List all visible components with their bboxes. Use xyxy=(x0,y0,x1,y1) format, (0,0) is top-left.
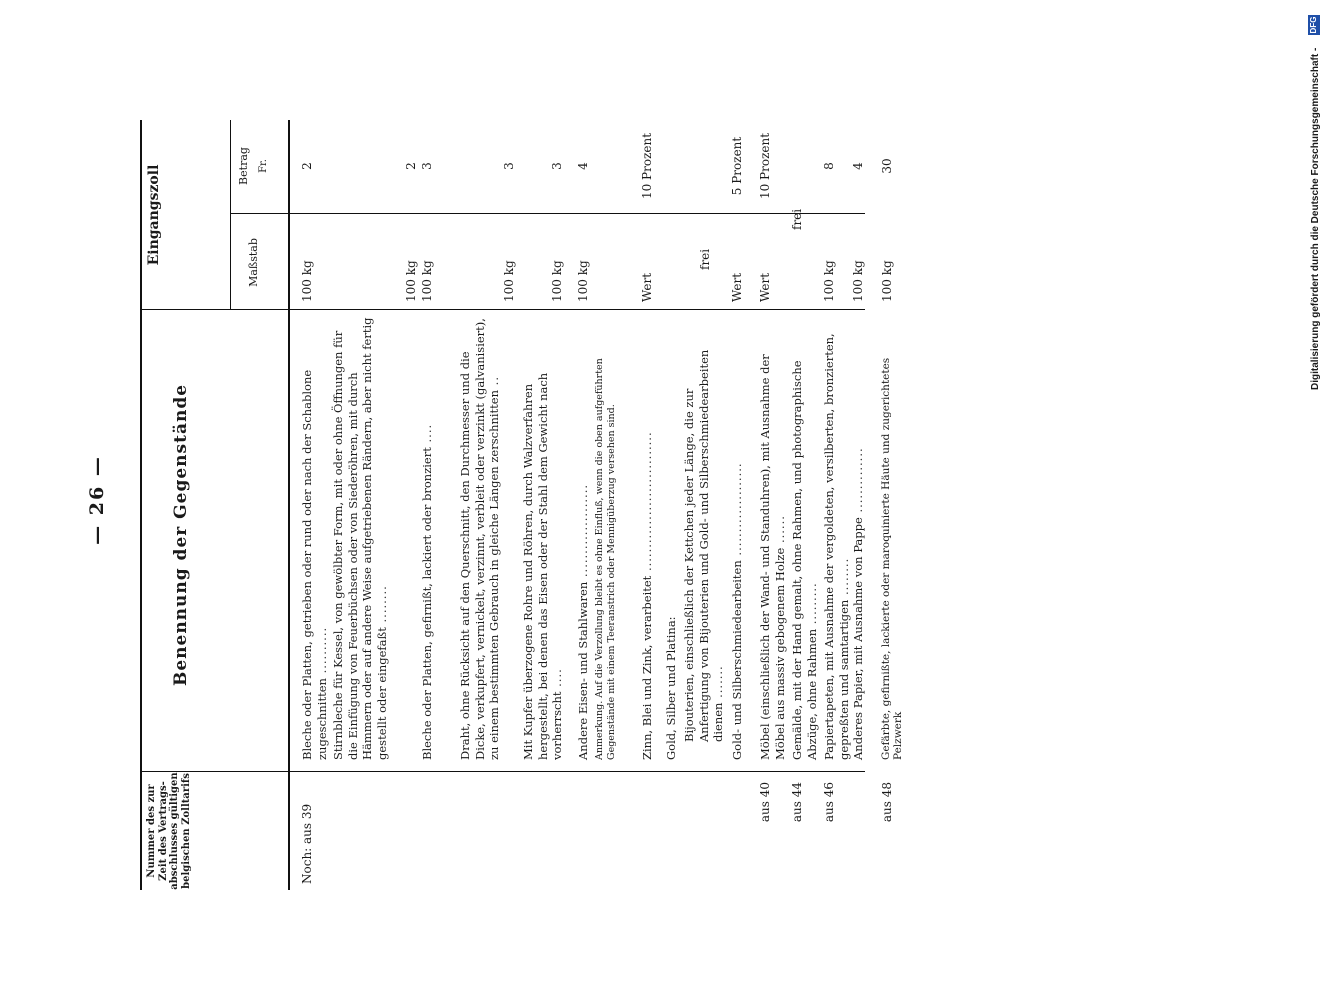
row-number: aus 48 xyxy=(880,782,894,823)
row-mass: Wert xyxy=(730,272,744,302)
row-text: Papiertapeten, mit Ausnahme der vergoldeten, versilberten, bronzierten, gepreßten und samtartigen ........ xyxy=(822,333,851,760)
row-text: Mit Kupfer überzogene Rohre und Röhren, durch Walzverfahren hergestellt, bei denen das Eisen oder der Stahl dem Gewicht nach vorherrscht .... xyxy=(521,372,564,760)
row-text: Gold, Silber und Platina: xyxy=(664,616,678,760)
row-frei: frei xyxy=(790,208,804,230)
row-betrag: 8 xyxy=(822,162,836,170)
row-mass: 100 kg xyxy=(822,260,836,302)
row-betrag: 5 Prozent xyxy=(730,136,744,196)
row-text: Bleche oder Platten, getrieben oder rund oder nach der Schablone zugeschnitten .......... xyxy=(300,369,329,760)
row-betrag: 2 xyxy=(300,162,314,170)
row-betrag: 3 xyxy=(502,162,516,170)
page-number: — 26 — xyxy=(86,455,108,545)
row-mass: 100 kg xyxy=(404,260,418,302)
header-currency: Fr. xyxy=(258,159,269,173)
row-betrag: 3 xyxy=(420,162,434,170)
row-text: Zinn, Blei und Zink, verarbeitet .............................. xyxy=(640,431,654,760)
row-text: Gemälde, mit der Hand gemalt, ohne Rahmen, und photographische Abzüge, ohne Rahmen ......... xyxy=(790,360,819,760)
digitization-credit xyxy=(1304,0,1324,1000)
header-betrag: Betrag xyxy=(237,147,250,185)
row-text: Draht, ohne Rücksicht auf den Querschnitt, den Durchmesser und die Dicke, verkupfert, vernickelt, verzinnt, verbleit oder verzinkt (galvanisiert), zu einem bestimmten Gebrauch in gleiche Längen zerschnitten .. xyxy=(458,318,501,760)
row-text: Anderes Papier, mit Ausnahme von Pappe .............. xyxy=(851,447,865,760)
row-betrag: 4 xyxy=(851,162,865,170)
row-text: Möbel (einschließlich der Wand- und Standuhren), mit Ausnahme der Möbel aus massiv gebogenem Holze ...... xyxy=(758,354,787,760)
dfg-logo: DFG xyxy=(1309,16,1318,34)
row-betrag: 10 Prozent xyxy=(640,132,654,200)
row-number: aus 40 xyxy=(758,782,772,823)
row-number: Noch: aus 39 xyxy=(300,803,314,884)
row-text: Bijouterien, einschließlich der Kettchen jeder Länge, die zur Anfertigung von Bijouterien und Gold- und Silberschmiedearbeiten dienen ....... xyxy=(682,349,725,742)
credit-text: Digitalisierung gefördert durch die Deutsche Forschungsgemeinschaft - xyxy=(1310,47,1321,390)
row-betrag: 10 Prozent xyxy=(758,132,772,200)
row-text: Gefärbte, gefirnißte, lackierte oder maroquinierte Häute und zugerichtetes Pelzwerk xyxy=(880,357,904,760)
row-betrag: 30 xyxy=(880,158,894,174)
row-text: Gold- und Silberschmiedearbeiten .................... xyxy=(730,462,744,760)
row-mass: 100 kg xyxy=(502,260,516,302)
row-frei: frei xyxy=(698,248,712,270)
row-text: Bleche oder Platten, gefirnißt, lackiert oder bronziert .... xyxy=(420,423,434,760)
header-mass: Maßstab xyxy=(247,238,260,287)
row-mass: 100 kg xyxy=(880,260,894,302)
row-betrag: 4 xyxy=(576,162,590,170)
row-betrag: 2 xyxy=(404,162,418,170)
row-mass: 100 kg xyxy=(550,260,564,302)
row-note: Anmerkung. Auf die Verzollung bleibt es ohne Einfluß, wenn die oben aufgeführten Gegenstände mit einem Teeranstrich oder Mennigüberzug versehen sind. xyxy=(594,358,617,760)
row-text: Andere Eisen- und Stahlwaren .................... xyxy=(576,483,590,760)
header-duty: Eingangszoll xyxy=(146,164,162,266)
row-mass: Wert xyxy=(640,272,654,302)
tariff-table-last xyxy=(140,120,904,890)
row-betrag: 3 xyxy=(550,162,564,170)
row-number: aus 44 xyxy=(790,782,804,823)
row-mass: 100 kg xyxy=(576,260,590,302)
row-mass: Wert xyxy=(758,272,772,302)
row-mass: 100 kg xyxy=(300,260,314,302)
row-text: Stirnbleche für Kessel, von gewölbter Form, mit oder ohne Öffnungen für die Einfügung von Feuerbüchsen oder von Siederöhren, mit durch Hämmern oder auf andere Weise aufgetriebenen Rändern, aber nicht fertig gestellt oder eingefaßt ........ xyxy=(331,317,389,760)
row-mass: 100 kg xyxy=(851,260,865,302)
header-name: Benennung der Gegenstände xyxy=(171,383,191,687)
row-number: aus 46 xyxy=(822,782,836,823)
header-number: Nummer des zur Zeit des Vertrags-abschlusses gültigen belgischen Zolltarifs xyxy=(146,772,192,890)
row-mass: 100 kg xyxy=(420,260,434,302)
